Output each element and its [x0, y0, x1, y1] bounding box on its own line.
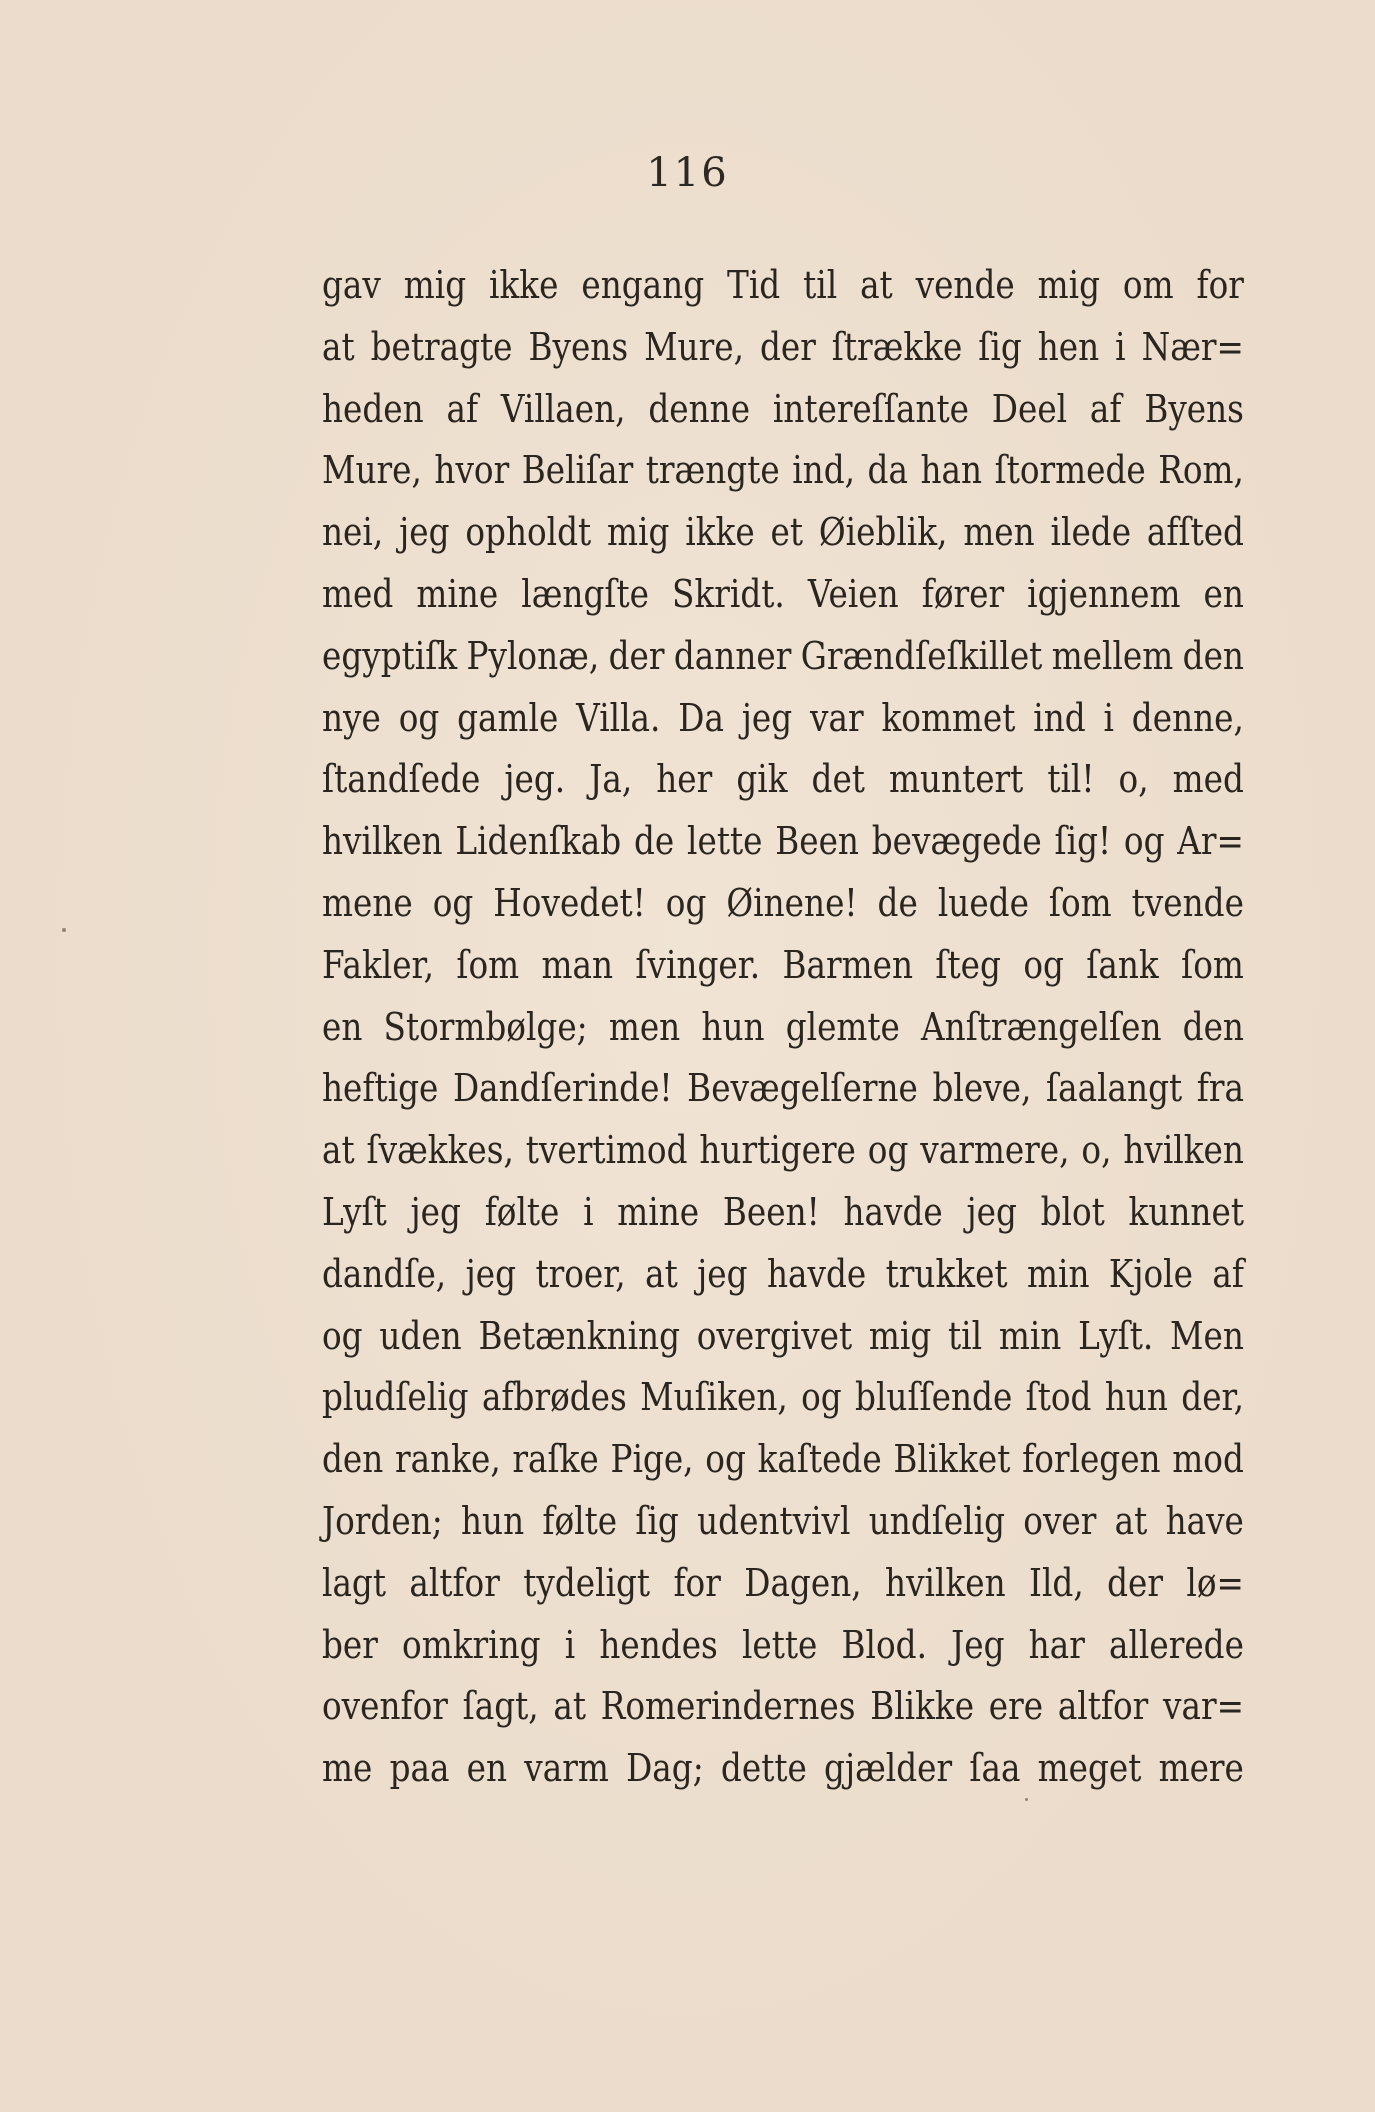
word: Dag; [626, 1746, 704, 1791]
text-line [322, 1367, 1244, 1429]
word: at [322, 1128, 355, 1173]
word: og [665, 880, 707, 925]
word: mig [868, 1313, 932, 1358]
word: og [705, 1437, 746, 1482]
text-line [322, 564, 1244, 626]
text-line [322, 997, 1244, 1059]
word: der [608, 633, 665, 678]
word: Tid [727, 263, 781, 307]
text-line [322, 1429, 1244, 1491]
word: og [432, 880, 474, 925]
word: ſtormede [994, 448, 1146, 493]
word: Blikke [870, 1684, 975, 1729]
word: jeg. [504, 757, 566, 802]
word: nye [322, 695, 381, 740]
word: o, [1081, 1128, 1112, 1173]
word: Rom, [1158, 448, 1244, 493]
page-number: 116 [646, 150, 729, 196]
word: hun [1104, 1375, 1168, 1420]
word: at [322, 324, 355, 369]
word: lagt [322, 1560, 386, 1605]
word: havde [766, 1251, 867, 1296]
word: blot [1040, 1189, 1105, 1234]
word: varm [524, 1746, 609, 1791]
paper-speck [62, 928, 66, 932]
word: for [1196, 263, 1244, 307]
word: i [564, 1622, 576, 1667]
word: ovenfor [322, 1684, 448, 1729]
word: pludſelig [322, 1375, 469, 1420]
word: mig [607, 510, 670, 555]
word: troer, [535, 1251, 626, 1296]
text-line [322, 1615, 1244, 1677]
word: bleve, [932, 1066, 1032, 1111]
word: Hovedet! [493, 880, 646, 925]
word: tvertimod [525, 1128, 688, 1173]
word: varmere, [920, 1128, 1070, 1173]
word: ikke [685, 510, 755, 555]
word: lø= [1186, 1560, 1244, 1605]
text-line [322, 626, 1244, 688]
word: lette [741, 1622, 818, 1667]
text-line [322, 440, 1244, 502]
word: ſaa [969, 1746, 1021, 1791]
word: altfor [409, 1560, 500, 1605]
word: ikke [489, 263, 559, 307]
word: det [811, 757, 865, 802]
word: mine [416, 571, 499, 616]
word: egyptiſk [322, 633, 458, 678]
word: Jeg [951, 1622, 1005, 1667]
word: luede [937, 880, 1029, 925]
word: den [1182, 633, 1244, 678]
word: omkring [402, 1622, 541, 1667]
word: Veien [807, 571, 899, 616]
word: og [867, 1128, 909, 1173]
word: den [322, 1437, 384, 1482]
word: Lidenſkab [455, 819, 622, 864]
word: Grændſeſkillet [800, 633, 1043, 678]
text-line [322, 1120, 1244, 1182]
word: kunnet [1128, 1189, 1244, 1234]
text-line [322, 1491, 1244, 1553]
word: hvor [434, 448, 510, 493]
word: betragte [370, 324, 513, 369]
word: men [963, 510, 1035, 555]
word: og [322, 1313, 363, 1358]
word: mene [322, 880, 413, 925]
word: der [759, 324, 816, 369]
word: den [1182, 1004, 1244, 1049]
body-text [322, 255, 1244, 1800]
word: Romerindernes [600, 1684, 856, 1729]
text-line [322, 935, 1244, 997]
word: Nær= [1141, 324, 1244, 369]
word: ſtandſede [322, 757, 481, 802]
text-line [322, 1306, 1244, 1368]
word: Øinene! [726, 880, 858, 925]
word: paa [389, 1746, 450, 1791]
word: at [1114, 1498, 1148, 1543]
text-line [322, 379, 1244, 441]
word: Deel [991, 386, 1068, 431]
word: følte [484, 1189, 560, 1234]
word: da [867, 448, 908, 493]
word: Blod. [841, 1622, 927, 1667]
word: dandſe, [322, 1251, 447, 1296]
text-line [322, 873, 1244, 935]
word: Øieblik, [818, 510, 948, 555]
word: mod [1172, 1437, 1244, 1482]
word: forlegen [1022, 1437, 1161, 1482]
word: Lyſt [322, 1189, 387, 1234]
word: at [860, 263, 893, 307]
word: trukket [885, 1251, 1008, 1296]
word: Ja, [589, 757, 633, 802]
word: ſteg [935, 942, 1001, 987]
word: til [948, 1313, 983, 1358]
text-line [322, 317, 1244, 379]
word: om [1122, 263, 1174, 307]
word: danner [673, 633, 792, 678]
word: overgivet [696, 1313, 853, 1358]
text-line [322, 688, 1244, 750]
text-line [322, 1244, 1244, 1306]
word: hvilken [322, 819, 443, 864]
word: til! [1047, 757, 1095, 802]
word: ind, [792, 448, 856, 493]
word: bluſſende [855, 1375, 1013, 1420]
word: Betænkning [478, 1313, 680, 1358]
word: af [446, 386, 479, 431]
word: ind [1033, 695, 1086, 740]
word: Muſiken, [640, 1375, 788, 1420]
word: Kjole [1108, 1251, 1193, 1296]
word: min [1026, 1251, 1090, 1296]
word: ſank [1086, 942, 1159, 987]
word: ſom [1181, 942, 1244, 987]
word: Blikket [893, 1437, 1011, 1482]
word: ſom [1048, 880, 1112, 925]
word: af [1089, 386, 1122, 431]
word: vende [915, 263, 1015, 307]
word: ſagt, [462, 1684, 539, 1729]
word: en [322, 1004, 363, 1049]
paper-speck [1025, 1798, 1028, 1801]
word: i [1103, 695, 1114, 740]
word: man [541, 942, 614, 987]
word: her [656, 757, 713, 802]
word: engang [581, 263, 705, 307]
word: ſom [456, 942, 520, 987]
word: gik [736, 757, 788, 802]
word: undſelig [868, 1498, 1006, 1543]
word: ſig! [1054, 819, 1112, 864]
word: denne [648, 386, 751, 431]
word: Been [775, 819, 859, 864]
word: meget [1037, 1746, 1142, 1791]
word: allerede [1108, 1622, 1244, 1667]
text-line [322, 255, 1244, 317]
word: kaſtede [757, 1437, 882, 1482]
word: lette [687, 819, 763, 864]
word: jeg [399, 510, 450, 555]
word: Ild, [1029, 1560, 1084, 1605]
word: uden [379, 1313, 462, 1358]
word: Byens [1144, 386, 1244, 431]
word: gamle [457, 695, 559, 740]
word: Been! [722, 1189, 820, 1234]
word: afſted [1146, 510, 1244, 555]
word: for [673, 1560, 721, 1605]
word: min [998, 1313, 1062, 1358]
word: ſvækkes, [366, 1128, 514, 1173]
word: Beliſar [521, 448, 634, 493]
word: jeg [966, 1189, 1017, 1234]
word: han [920, 448, 983, 493]
word: havde [843, 1189, 943, 1234]
word: ſtrække [831, 324, 963, 369]
word: ilede [1050, 510, 1132, 555]
word: og [398, 695, 440, 740]
word: ſvinger. [635, 942, 761, 987]
text-line [322, 1553, 1244, 1615]
text-line [322, 811, 1244, 873]
word: gjælder [824, 1746, 953, 1791]
text-line [322, 749, 1244, 811]
word: glemte [785, 1004, 900, 1049]
word: hvilken [885, 1560, 1006, 1605]
text-line [322, 1058, 1244, 1120]
word: fører [921, 571, 1005, 616]
word: jeg [465, 1251, 517, 1296]
word: muntert [888, 757, 1024, 802]
word: Mure, [644, 324, 744, 369]
text-line [322, 1738, 1244, 1800]
word: og [1123, 819, 1165, 864]
word: med [322, 571, 394, 616]
word: igjennem [1027, 571, 1181, 616]
word: med [1172, 757, 1244, 802]
word: mere [1158, 1746, 1244, 1791]
word: men [608, 1004, 681, 1049]
word: opholdt [465, 510, 592, 555]
word: Byens [528, 324, 629, 369]
word: at [553, 1684, 587, 1729]
word: længſte [521, 571, 649, 616]
word: udentvivl [697, 1498, 851, 1543]
word: Stormbølge; [383, 1004, 588, 1049]
word: Pige, [610, 1437, 694, 1482]
word: hen [1037, 324, 1100, 369]
word: nei, [322, 510, 384, 555]
word: mig [1037, 263, 1101, 307]
word: intereſſante [772, 386, 969, 431]
word: Mure, [322, 448, 422, 493]
word: Da [678, 695, 724, 740]
word: jeg [697, 1251, 748, 1296]
word: der, [1181, 1375, 1244, 1420]
word: me [322, 1746, 373, 1791]
word: til [803, 263, 838, 307]
text-line [322, 502, 1244, 564]
text-line [322, 1676, 1244, 1738]
word: ſtod [1025, 1375, 1092, 1420]
word: Pylonæ, [466, 633, 600, 678]
word: trængte [645, 448, 780, 493]
word: et [770, 510, 803, 555]
word: at [645, 1251, 678, 1296]
word: hun [701, 1004, 765, 1049]
word: tvende [1131, 880, 1244, 925]
word: de [877, 880, 918, 925]
word: Jorden; [322, 1498, 443, 1543]
word: over [1023, 1498, 1097, 1543]
word: dette [720, 1746, 807, 1791]
word: Fakler, [322, 942, 434, 987]
word: afbrødes [481, 1375, 627, 1420]
word: ranke, [395, 1437, 501, 1482]
word: Dandſerinde! [452, 1066, 673, 1111]
word: tydeligt [523, 1560, 651, 1605]
word: Ar= [1177, 819, 1244, 864]
word: heden [322, 386, 424, 431]
word: Lyſt. [1078, 1313, 1154, 1358]
word: og [1023, 942, 1064, 987]
word: hvilken [1123, 1128, 1244, 1173]
word: de [633, 819, 675, 864]
word: af [1212, 1251, 1244, 1296]
word: altfor [1057, 1684, 1149, 1729]
word: Men [1170, 1313, 1244, 1358]
word: en [466, 1746, 508, 1791]
word: bevægede [871, 819, 1042, 864]
word: hendes [599, 1622, 718, 1667]
word: og [801, 1375, 842, 1420]
word: har [1028, 1622, 1085, 1667]
word: gav [322, 263, 381, 307]
word: mig [403, 263, 467, 307]
word: Skridt. [672, 571, 785, 616]
word: Villa. [576, 695, 661, 740]
word: hurtigere [699, 1128, 856, 1173]
word: fra [1196, 1066, 1244, 1111]
text-line [322, 1182, 1244, 1244]
word: o, [1118, 757, 1149, 802]
word: følte [542, 1498, 618, 1543]
word: ſig [635, 1498, 679, 1543]
word: var= [1162, 1684, 1244, 1729]
word: mine [617, 1189, 700, 1234]
word: Barmen [782, 942, 914, 987]
word: i [583, 1189, 594, 1234]
word: ſaalangt [1046, 1066, 1183, 1111]
word: Dagen, [744, 1560, 862, 1605]
word: mellem [1051, 633, 1174, 678]
word: heftige [322, 1066, 439, 1111]
word: kommet [881, 695, 1016, 740]
word: jeg [410, 1189, 461, 1234]
word: have [1165, 1498, 1244, 1543]
word: Anſtrængelſen [921, 1004, 1162, 1049]
word: ere [988, 1684, 1044, 1729]
word: denne, [1131, 695, 1244, 740]
word: Villaen, [500, 386, 626, 431]
word: der [1107, 1560, 1163, 1605]
word: var [810, 695, 864, 740]
word: i [1115, 324, 1126, 369]
word: hun [460, 1498, 525, 1543]
word: en [1203, 571, 1244, 616]
word: ber [322, 1622, 378, 1667]
word: ſig [978, 324, 1022, 369]
word: Bevægelſerne [687, 1066, 918, 1111]
word: raſke [512, 1437, 599, 1482]
word: jeg [741, 695, 793, 740]
